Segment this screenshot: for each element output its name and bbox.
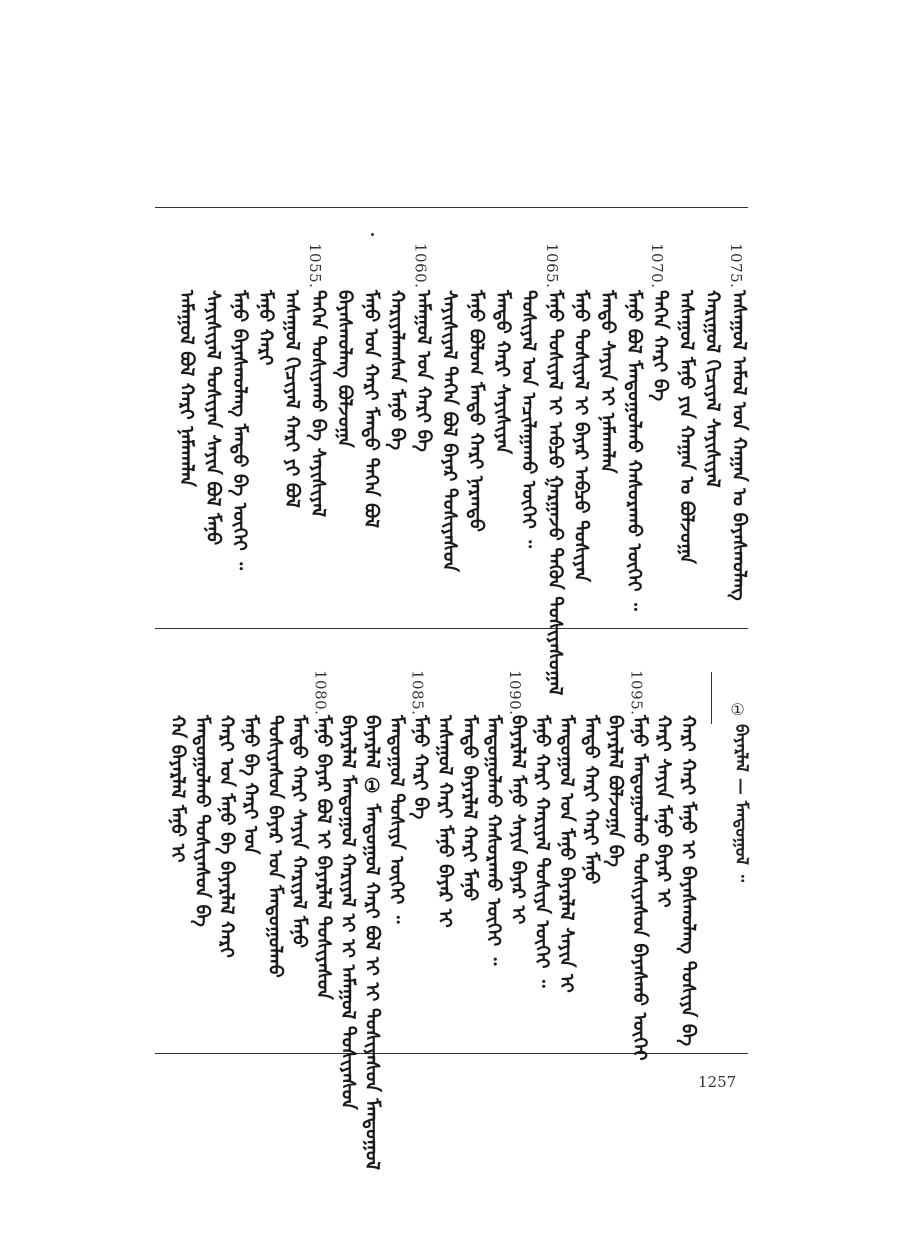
verse-line: ᠠᠰᠠᠭᠤᠯ ᠮᠠᠨᠤ ᠶᠢᠨ ᠬᠠᠭᠠᠨ ᠤ ᠪᠣᠯᠵᠣᠭᠠ — [675, 290, 698, 564]
verse-line: ᠲᠤᠰᠢᠶᠠᠰᠤᠨ ᠪᠠᠶᠠᠷ ᠤᠨ ᠮᠠᠨᠳᠤᠭᠤᠯᠬᠤ — [263, 715, 286, 978]
verse-line: ᠮᠠᠨᠤ ᠬᠠᠷᠢ — [254, 290, 277, 366]
verse-line: ᠮᠠᠨᠳᠤ ᠬᠠᠷᠢ ᠰᠠᠶᠢᠨ ᠬᠠᠷᠢᠶᠠᠯ ᠮᠠᠨᠤ — [288, 715, 311, 949]
line-number: 1055. — [306, 243, 325, 289]
verse-line: ᠲᠡᠭᠡᠨ ᠬᠠᠷᠢ ᠪᠡ — [649, 290, 672, 402]
verse-line: ᠪᠠᠶᠠᠷᠯᠠᠯ ① ᠮᠠᠨᠳᠤᠭᠤᠯ ᠬᠠᠷᠢ ᠪᠣᠯ ᠢ ᠢ ᠲᠤᠰᠢᠶᠠᠰᠤᠨ ᠮᠠᠨᠳᠤᠭᠤᠯ — [361, 715, 384, 1171]
verse-line: ᠠᠰᠠᠭᠤᠯ ᠠᠮᠤᠯ ᠤᠨ ᠬᠠᠭᠠᠨ ᠤ ᠪᠠᠶᠠᠰᠬᠤᠯᠠᠩ — [728, 290, 750, 601]
verse-line: ᠮᠠᠨᠳᠤ ᠰᠠᠶᠢᠨ ᠢ ᠨᠠᠮᠠᠬᠠᠯᠠᠨ — [596, 290, 619, 474]
line-number: 1095. — [627, 670, 646, 716]
line-number: 1065. — [542, 243, 561, 289]
verse-line: ᠮᠠᠨᠤ ᠲᠤᠰᠢᠶᠠᠯ ᠢ ᠪᠠᠶᠠᠷ ᠠᠪᠴᠤ ᠲᠤᠰᠢᠶᠠᠨ — [570, 290, 593, 582]
line-number: 1090. — [505, 670, 524, 716]
verse-line: ᠮᠠᠨᠤ ᠲᠤᠰᠢᠶᠠᠯ ᠢ ᠠᠪᠴᠤ ᠭᠠᠷᠭᠠᠵᠤ ᠲᠡᠭᠦᠨ ᠲᠤᠰᠢᠶᠠᠰᠤᠭᠠᠯ — [543, 290, 566, 696]
verse-line: ᠰᠠᠶᠢᠰᠢᠶᠠᠯ ᠲᠡᠭᠡᠨ ᠪᠣᠯ ᠪᠠᠶᠠᠷ ᠲᠤᠰᠢᠶᠠᠰᠤᠨ — [438, 290, 461, 572]
verse-line: ᠮᠠᠨᠤ ᠪᠣᠯ ᠮᠠᠨᠳᠤᠭᠤᠯᠬᠤ ᠬᠠᠰᠤᠷᠠᠬᠤ ᠦᠭᠡᠢ ᠃ — [622, 290, 645, 611]
verse-line: ᠮᠠᠨᠳᠤ ᠬᠠᠷᠢ ᠰᠠᠶᠢᠰᠢᠶᠠᠨ — [491, 290, 514, 455]
verse-line: ᠬᠠᠷᠢᠭᠤᠯ ᠬᠢᠴᠢᠶᠡᠯ ᠰᠠᠶᠢᠰᠢᠶᠠᠯ — [701, 290, 724, 488]
verse-line: ᠲᠡᠭᠡᠨ ᠲᠤᠰᠢᠶᠠᠬᠤ ᠪᠡ ᠰᠠᠶᠢᠰᠢᠶᠠᠯ — [307, 290, 330, 518]
verse-line: ᠮᠠᠨᠳᠤ ᠬᠠᠷᠢ ᠬᠠᠷᠢ ᠮᠠᠨᠤ — [579, 715, 602, 885]
verse-line: ᠪᠠᠶᠠᠷᠯᠠᠯ ᠮᠠᠨᠳᠤᠭᠤᠯ ᠬᠠᠷᠢᠶᠠᠯ ᠢ ᠢ ᠠᠮᠠᠭᠤᠯ ᠲᠤᠰᠢᠶᠠᠰᠤᠨ — [336, 715, 359, 1110]
verse-line: ᠲᠤᠰᠢᠶᠠᠯ ᠤᠨ ᠠᠴᠢᠯᠠᠭᠠᠬᠤ ᠦᠭᠡᠢ ᠃ — [517, 290, 540, 549]
verse-line: ᠮᠠᠨᠤ ᠤᠨ ᠬᠠᠷᠢ ᠮᠠᠨᠳᠤ ᠲᠡᠭᠡᠨ ᠪᠣᠯ — [359, 290, 382, 529]
verse-line: ᠬᠠᠷᠢ ᠤᠨ ᠮᠠᠨᠤ ᠪᠡ ᠪᠠᠶᠠᠷᠯᠠᠯ ᠬᠠᠷᠢ — [215, 715, 238, 958]
verse-line: ᠪᠠᠶᠠᠷᠯᠠᠯ ᠪᠣᠯᠵᠣᠭᠠ ᠪᠡ — [604, 715, 627, 868]
bottom-rule — [155, 1053, 748, 1054]
line-number: 1080. — [311, 670, 330, 716]
verse-line: ᠬᠠᠷᠢ ᠬᠠᠷᠢ ᠮᠠᠨᠤ ᠢ ᠪᠠᠶᠠᠰᠬᠤᠯᠠᠩ ᠲᠤᠰᠢᠶᠠ ᠪᠡ — [677, 715, 699, 1047]
verse-line: ᠠᠰᠠᠭᠤᠯ ᠬᠢᠴᠢᠶᠡᠯ ᠬᠠᠷᠢ ᠶᠢ ᠪᠣᠯ — [280, 290, 303, 508]
line-number: 1070. — [648, 243, 667, 289]
line-number: 1060. — [411, 243, 430, 289]
line-number: 1085. — [408, 670, 427, 716]
verse-line: ᠮᠠᠨᠳᠤ ᠪᠠᠶᠠᠷᠯᠠᠯ ᠬᠠᠷᠢ ᠮᠠᠨᠤ — [458, 715, 481, 902]
decorative-dot — [371, 233, 374, 236]
line-number: 1075. — [727, 243, 745, 289]
footnote-separator — [711, 672, 712, 724]
verse-line: ᠮᠠᠨᠤ ᠪᠤᠯᠤᠭ ᠮᠠᠨᠳᠤ ᠬᠠᠷᠢ ᠨᠠᠷᠠᠨᠳᠤ — [465, 290, 487, 532]
verse-line: ᠮᠠᠨᠤ ᠪᠠᠶᠠᠷ ᠪᠣᠯ ᠢ ᠪᠠᠶᠠᠷᠯᠠᠯ ᠲᠤᠰᠢᠶᠠᠰᠤᠨ — [312, 715, 335, 1000]
verse-line: ᠬᠠᠷᠢᠶᠠᠯᠠᠭᠰᠠᠨ ᠮᠠᠨᠤ ᠪᠡ — [386, 290, 409, 451]
footnote-text: ᠪᠠᠶᠠᠷᠯᠠᠯ — ᠮᠠᠨᠳᠤᠭᠤᠯ ᠃ — [731, 724, 751, 882]
verse-line: ᠮᠠᠨᠤ ᠮᠠᠨᠳᠤᠭᠤᠯᠬᠤ ᠲᠤᠰᠢᠶᠠᠰᠤᠨ ᠪᠠᠶᠠᠰᠬᠤ ᠦᠭᠡᠢ — [628, 715, 651, 1061]
verse-line: ᠮᠠᠨᠤ ᠪᠠᠶᠠᠰᠬᠤᠯᠠᠩ ᠮᠠᠨᠳᠤ ᠪᠡ ᠦᠭᠡᠢ ᠃ — [228, 290, 251, 570]
verse-line: ᠮᠠᠨᠤ ᠪᠡ ᠬᠠᠷᠢ ᠤᠨ — [239, 715, 262, 855]
footnote-marker: ① — [728, 700, 747, 719]
verse-line: ᠪᠠᠶᠠᠷᠯᠠᠯ ᠮᠠᠨᠤ ᠰᠠᠶᠢᠨ ᠪᠠᠶᠠᠷ ᠢ — [506, 715, 529, 925]
middle-rule — [155, 628, 748, 629]
verse-line: ᠮᠠᠨᠳᠤᠭᠤᠯ ᠲᠤᠰᠢᠶᠠ ᠦᠭᠡᠢ ᠃ — [385, 715, 408, 924]
verse-line: ᠮᠠᠨᠤ ᠬᠠᠷᠢ ᠬᠠᠷᠢᠶᠠᠯ ᠲᠤᠰᠢᠶᠠ ᠦᠭᠡᠢ ᠃ — [531, 715, 554, 988]
verse-line: ᠮᠠᠨᠳᠤᠭᠤᠯ ᠤᠨ ᠮᠠᠨᠤ ᠪᠠᠶᠠᠷᠯᠠᠯ ᠰᠠᠶᠢᠨ ᠢ — [555, 715, 578, 993]
verse-line: ᠮᠠᠨᠤ ᠬᠠᠷᠢ ᠪᠡ — [409, 715, 432, 820]
verse-line: ᠠᠰᠠᠭᠤᠯ ᠬᠠᠷᠢ ᠮᠠᠨᠤ ᠪᠠᠶᠠᠷ ᠢ — [434, 715, 456, 928]
page-number: 1257 — [698, 1073, 737, 1091]
verse-line: ᠮᠠᠨᠳᠤᠭᠤᠯᠬᠤ ᠬᠠᠰᠤᠷᠠᠬᠤ ᠦᠭᠡᠢ ᠃ — [482, 715, 505, 966]
verse-line: ᠬᠠ ᠪᠠᠶᠠᠷᠯᠠᠯ ᠮᠠᠨᠤ ᠢ — [166, 715, 189, 863]
verse-line: ᠠᠮᠠᠭᠤᠯ ᠪᠣᠯ ᠬᠠᠷᠢ ᠨᠠᠮᠠᠬᠠᠯᠠᠨ — [175, 290, 198, 487]
top-rule — [155, 207, 748, 208]
verse-line: ᠮᠠᠨᠳᠤᠭᠤᠯᠬᠤ ᠲᠤᠰᠢᠶᠠᠰᠤᠨ ᠪᠡ — [191, 715, 213, 927]
verse-line: ᠰᠠᠶᠢᠰᠢᠶᠠᠯ ᠲᠤᠰᠢᠶᠠᠨ ᠰᠠᠶᠢᠨ ᠪᠣᠯ ᠮᠠᠨᠤ — [202, 290, 224, 546]
verse-line: ᠠᠮᠠᠭᠤᠯ ᠤᠨ ᠬᠠᠷᠢ ᠪᠡ — [412, 290, 435, 452]
verse-line: ᠪᠠᠶᠠᠰᠬᠤᠯᠠᠩ ᠪᠣᠯᠵᠣᠭᠠ — [333, 290, 356, 448]
verse-line: ᠬᠠᠷᠢ ᠰᠠᠶᠢᠨ ᠮᠠᠨᠤ ᠪᠠᠶᠠᠷ ᠢ — [652, 715, 675, 908]
